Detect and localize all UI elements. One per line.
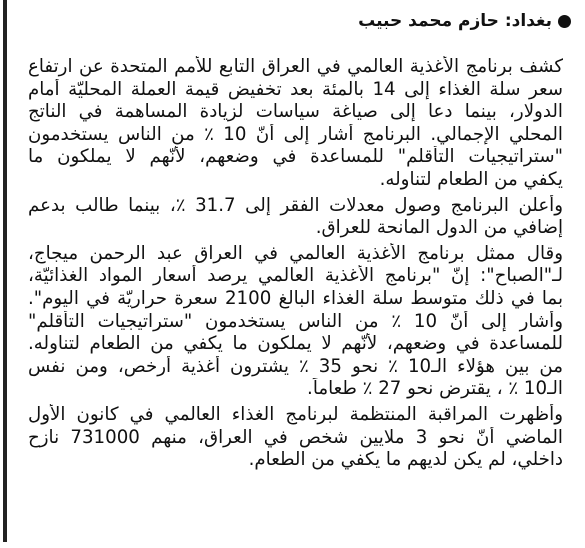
text-line: الماضي أنّ نحو 3 ملايين شخص في العراق، منهم 731000 نازح (28, 426, 563, 448)
paragraph-3 (28, 243, 563, 401)
text-line: كشف برنامج الأغذية العالمي في العراق التابع للأمم المتحدة عن ارتفاع (28, 56, 563, 77)
text-line: الـ10 ٪ ، يقترض نحو 27 ٪ طعاماً. (307, 378, 563, 400)
text-line: سعر سلة الغذاء إلى 14 بالمئة بعد تخفيض قيمة العملة المحليّة أمام (28, 78, 563, 100)
text-line: الدولار، بينما دعا إلى صياغة سياسات لزيادة المساهمة في الناتج (28, 101, 563, 123)
text-line: وأظهرت المراقبة المنتظمة لبرنامج الغذاء العالمي في كانون الأول (28, 403, 563, 425)
text-line: وأعلن البرنامج وصول معدلات الفقر إلى 31.7 ٪، بينما طالب بدعم (28, 194, 563, 216)
byline (358, 11, 571, 31)
paragraph-4 (28, 404, 563, 472)
byline-text: بغداد: حازم محمد حبيب (358, 11, 552, 31)
paragraph-1 (28, 56, 563, 192)
text-line: إضافي من الدول المانحة للعراق. (315, 217, 563, 239)
text-line: وقال ممثل برنامج الأغذية العالمي في العراق عبد الرحمن ميجاج، (28, 242, 563, 264)
column-divider (3, 0, 7, 548)
text-line: داخلي، لم يكن لديهم ما يكفي من الطعام. (248, 449, 563, 471)
text-line: لـ"الصباح": إنّ "برنامج الأغذية العالمي يرصد أسعار المواد الغذائيّة، (28, 265, 563, 287)
bullet-icon (558, 15, 571, 28)
clipping-edge (0, 542, 585, 548)
text-line: يكفي من الطعام لتناوله. (379, 168, 563, 190)
text-line: للمساعدة في وضعهم، لأنّهم لا يملكون ما يكفي من الطعام لتناوله. (28, 333, 563, 355)
text-line: بما في ذلك متوسط سلة الغذاء البالغ 2100 سعرة حراريّة في اليوم". (28, 287, 563, 309)
text-line: من بين هؤلاء الـ10 ٪ نحو 35 ٪ يشترون أغذية أرخص، ومن نفس (28, 355, 563, 377)
paragraph-2 (28, 195, 563, 240)
article-body (28, 56, 563, 475)
text-line: وأشار إلى أنّ 10 ٪ من الناس يستخدمون "ستراتيجيات التأقلم" (28, 310, 563, 332)
text-line: "ستراتيجيات التأقلم" للمساعدة في وضعهم، لأنّهم لا يملكون ما (28, 146, 563, 168)
text-line: المحلي الإجمالي. البرنامج أشار إلى أنّ 10 ٪ من الناس يستخدمون (28, 123, 563, 145)
